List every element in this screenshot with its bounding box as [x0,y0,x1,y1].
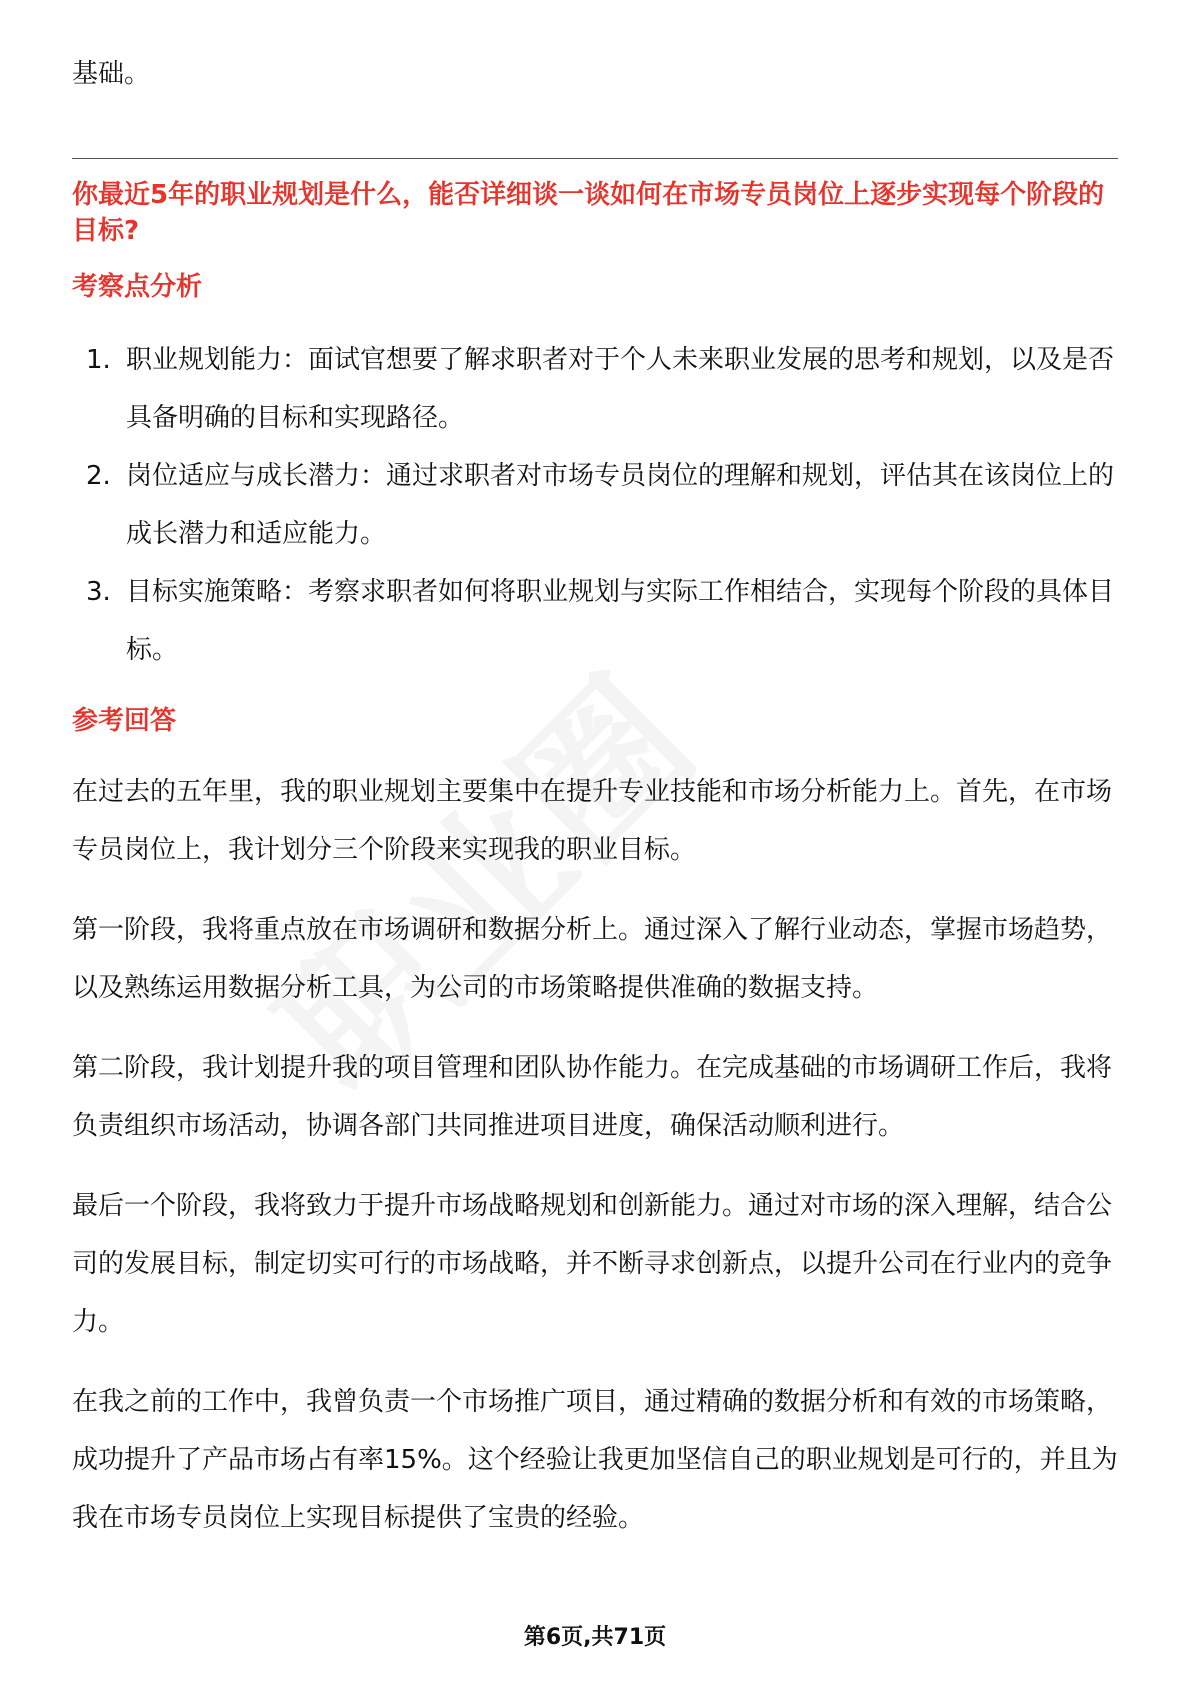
analysis-item-number: 2. [86,461,111,491]
analysis-item-text: 目标实施策略：考察求职者如何将职业规划与实际工作相结合，实现每个阶段的具体目标。 [126,577,1115,665]
analysis-item [72,447,1118,563]
answer-paragraph: 在过去的五年里，我的职业规划主要集中在提升专业技能和市场分析能力上。首先，在市场专员岗位上，我计划分三个阶段来实现我的职业目标。 [72,777,1113,865]
answer-paragraph: 第二阶段，我计划提升我的项目管理和团队协作能力。在完成基础的市场调研工作后，我将负责组织市场活动，协调各部门共同推进项目进度，确保活动顺利进行。 [72,1053,1113,1141]
answer-heading: 参考回答 [72,706,177,736]
analysis-item [72,331,1118,447]
answer-paragraph: 在我之前的工作中，我曾负责一个市场推广项目，通过精确的数据分析和有效的市场策略，成功提升了产品市场占有率15%。这个经验让我更加坚信自己的职业规划是可行的，并且为我在市场专员岗位上实现目标提供了宝贵的经验。 [72,1387,1118,1533]
analysis-heading: 考察点分析 [72,272,203,302]
lead-text: 基础。 [72,59,151,89]
document-content [72,52,1118,1547]
page-footer: 第6页,共71页 [523,1625,667,1650]
analysis-item-number: 3. [86,577,111,607]
section-divider [72,158,1118,159]
analysis-list [72,331,1118,679]
analysis-item-number: 1. [86,345,111,375]
analysis-item-text: 岗位适应与成长潜力：通过求职者对市场专员岗位的理解和规划，评估其在该岗位上的成长潜力和适应能力。 [126,461,1115,549]
answer-paragraph: 第一阶段，我将重点放在市场调研和数据分析上。通过深入了解行业动态，掌握市场趋势，以及熟练运用数据分析工具，为公司的市场策略提供准确的数据支持。 [72,915,1113,1003]
analysis-item [72,563,1118,679]
answer-paragraph: 最后一个阶段，我将致力于提升市场战略规划和创新能力。通过对市场的深入理解，结合公司的发展目标，制定切实可行的市场战略，并不断寻求创新点，以提升公司在行业内的竞争力。 [72,1191,1113,1337]
question-title: 你最近5年的职业规划是什么，能否详细谈一谈如何在市场专员岗位上逐步实现每个阶段的目标? [72,180,1105,246]
analysis-item-text: 职业规划能力：面试官想要了解求职者对于个人未来职业发展的思考和规划，以及是否具备明确的目标和实现路径。 [126,345,1115,433]
